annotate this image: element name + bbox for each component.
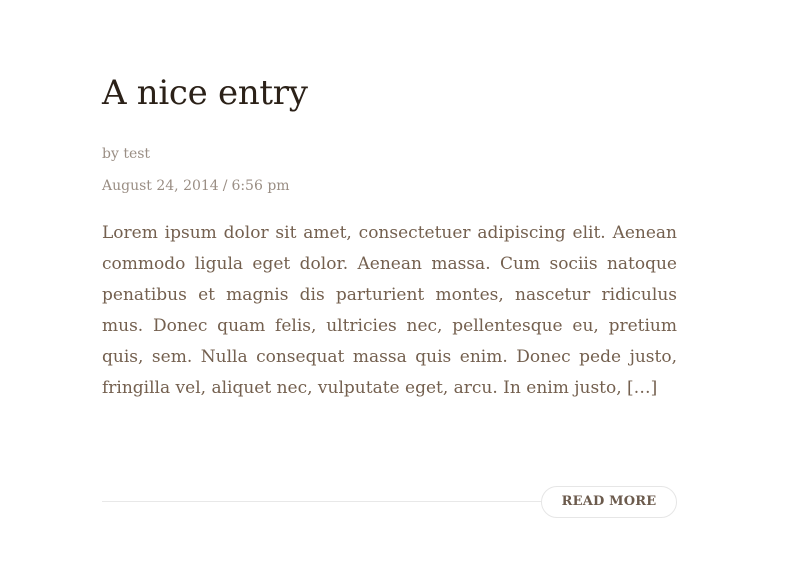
entry-title[interactable]: A nice entry — [102, 73, 308, 113]
date-separator: / — [222, 178, 228, 194]
author-prefix: by — [102, 146, 119, 162]
entry-date-value: August 24, 2014 — [102, 178, 219, 194]
entry-author — [102, 144, 150, 164]
entry-excerpt: Lorem ipsum dolor sit amet, consectetuer adipiscing elit. Aenean commodo ligula eget dolor. Aenean massa. Cum sociis natoque penatibus et magnis dis parturient montes, nascetur ridiculus mus. Donec quam felis, ultricies nec, pellentesque eu, pretium quis, sem. Nulla consequat massa quis enim. Donec pede justo, fringilla vel, aliquet nec, vulputate eget, arcu. In enim justo, […] — [102, 223, 677, 398]
author-link[interactable]: test — [123, 146, 151, 162]
read-more-button[interactable]: READ MORE — [541, 486, 677, 518]
entry-footer — [102, 486, 677, 518]
blog-entry — [102, 68, 677, 398]
entry-time-value: 6:56 pm — [231, 178, 290, 194]
entry-date — [102, 176, 290, 196]
footer-divider — [102, 501, 562, 502]
